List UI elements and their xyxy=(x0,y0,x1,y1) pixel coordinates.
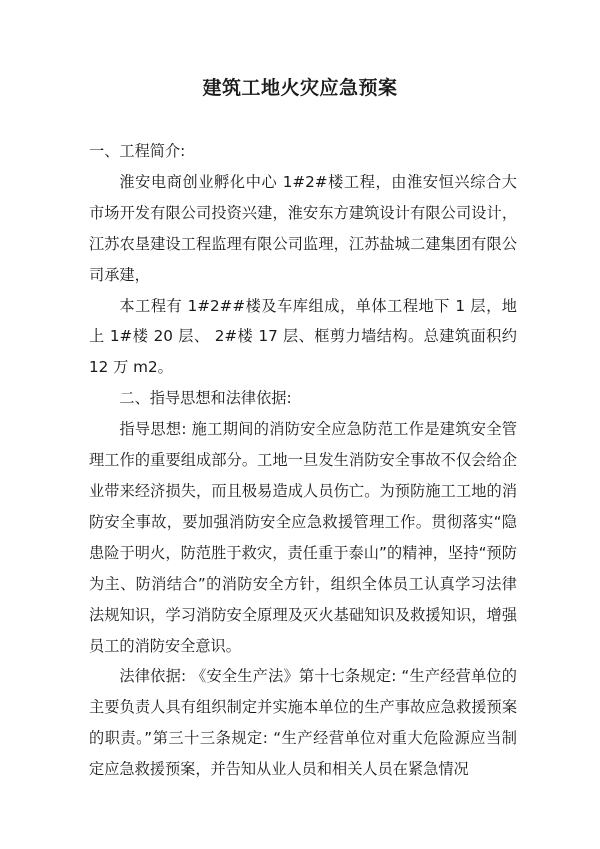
paragraph-project-parties: 淮安电商创业孵化中心 1#2#楼工程，由淮安恒兴综合大市场开发有限公司投资兴建，淮安东方建筑设计有限公司设计，江苏农垦建设工程监理有限公司监理，江苏盐城二建集团有限公司承建， xyxy=(89,172,517,284)
document-title: 建筑工地火灾应急预案 xyxy=(202,77,398,99)
section-heading-guiding-principles: 二、指导思想和法律依据: xyxy=(119,389,292,408)
paragraph-legal-basis: 法律依据: 《安全生产法》第十七条规定: “生产经营单位的主要负责人具有组织制定并实施本单位的生产事故应急救援预案的职责。”第三十三条规定: “生产经营单位对重大危险源应当制定应急救援预案，并告知从业人员和相关人员在紧急情况 xyxy=(89,667,517,779)
document-body xyxy=(89,136,517,785)
paragraph-guiding-principles: 指导思想: 施工期间的消防安全应急防范工作是建筑安全管理工作的重要组成部分。工地一旦发生消防安全事故不仅会给企业带来经济损失，而且极易造成人员伤亡。为预防施工工地的消防安全事故，要加强消防安全应急救援管理工作。贯彻落实“隐患险于明火，防范胜于救灾，责任重于泰山”的精神，坚持“预防为主、防消结合”的消防安全方针，组织全体员工认真学习法律法规知识，学习消防安全原理及灭火基础知识及救援知识，增强员工的消防安全意识。 xyxy=(89,420,517,655)
section-heading-project-intro: 一、工程简介: xyxy=(89,142,186,160)
paragraph-project-scale: 本工程有 1#2##楼及车库组成，单体工程地下 1 层，地上 1#楼 20 层、 2#楼 17 层、框剪力墙结构。总建筑面积约 12 万 m2。 xyxy=(89,296,517,377)
